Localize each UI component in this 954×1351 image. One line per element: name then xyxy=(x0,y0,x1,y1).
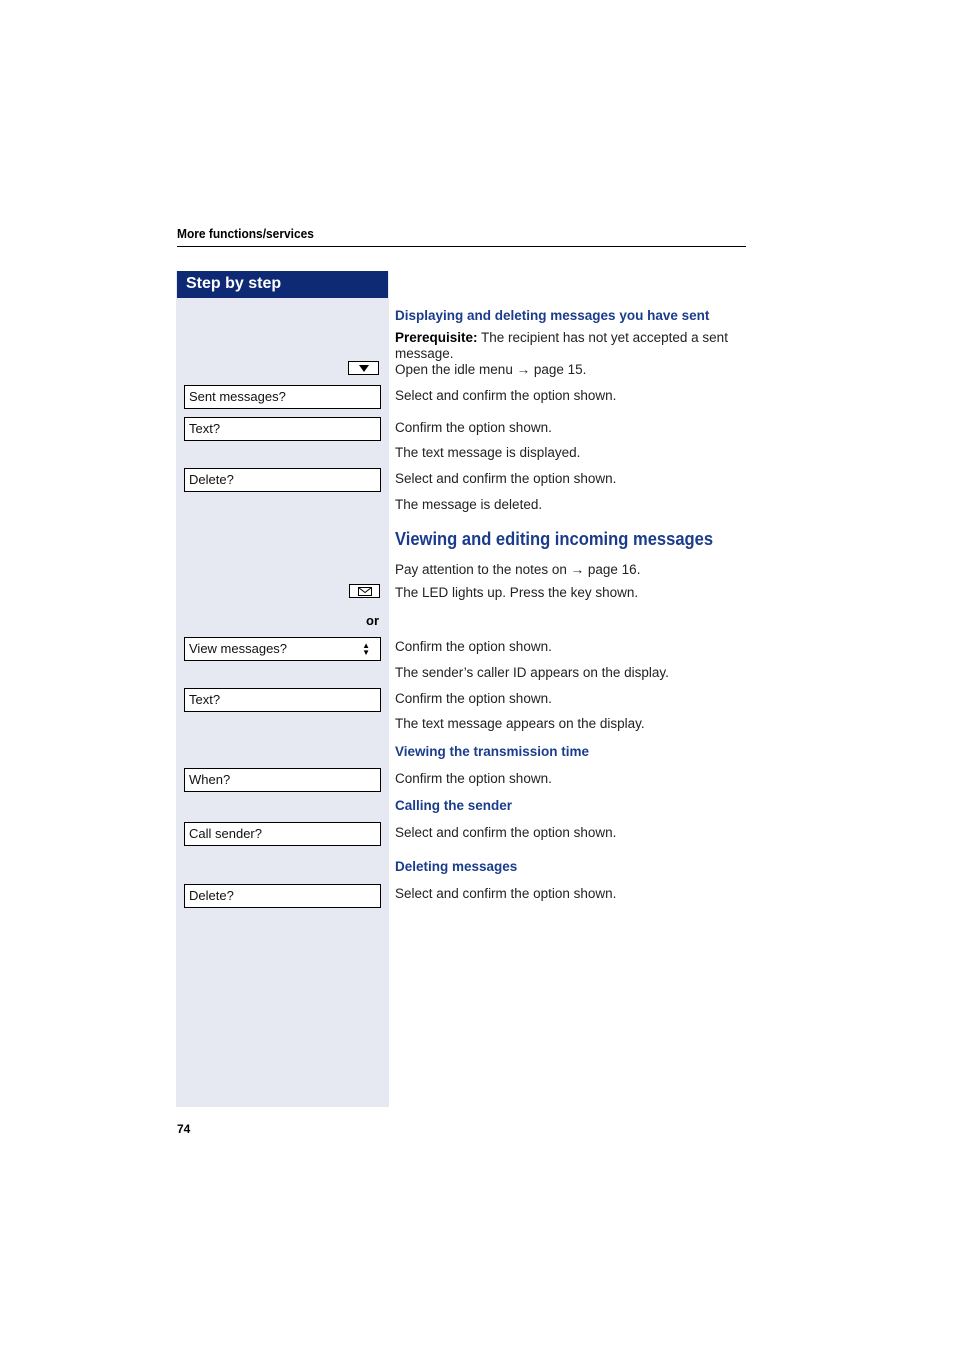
instruction-text: Select and confirm the option shown. xyxy=(395,825,617,840)
heading-incoming-messages: Viewing and editing incoming messages xyxy=(395,529,714,549)
instruction-text: Select and confirm the option shown. xyxy=(395,388,617,403)
down-arrow-key-icon xyxy=(348,361,379,375)
instruction-text: The sender’s caller ID appears on the display. xyxy=(395,665,669,680)
pay-attention-note xyxy=(395,562,640,577)
option-text-incoming: Text? xyxy=(184,688,381,712)
instruction-text: The message is deleted. xyxy=(395,497,543,512)
option-delete: Delete? xyxy=(184,468,381,492)
envelope-key-icon xyxy=(349,584,380,598)
heading-calling-sender: Calling the sender xyxy=(395,798,513,813)
instruction-text: Confirm the option shown. xyxy=(395,771,552,786)
option-call-sender: Call sender? xyxy=(184,822,381,846)
header-rule xyxy=(177,246,746,247)
option-delete-incoming: Delete? xyxy=(184,884,381,908)
heading-transmission-time: Viewing the transmission time xyxy=(395,744,590,759)
page-number: 74 xyxy=(177,1122,191,1136)
option-sent-messages: Sent messages? xyxy=(184,385,381,409)
instruction-text: Select and confirm the option shown. xyxy=(395,471,617,486)
option-view-messages-label: View messages? xyxy=(189,641,288,656)
option-when: When? xyxy=(184,768,381,792)
prerequisite-label: Prerequisite: xyxy=(395,330,478,345)
instruction-text: Select and confirm the option shown. xyxy=(395,886,617,901)
prerequisite-line-2: message. xyxy=(395,346,454,361)
prerequisite-text: The recipient has not yet accepted a sent xyxy=(477,330,728,345)
instruction-text: The text message is displayed. xyxy=(395,445,581,460)
instruction-text: The text message appears on the display. xyxy=(395,716,645,731)
instruction-text: Confirm the option shown. xyxy=(395,420,552,435)
instruction-text: The LED lights up. Press the key shown. xyxy=(395,585,639,600)
open-idle-menu xyxy=(395,362,586,377)
right-arrow-icon: → xyxy=(516,362,531,377)
open-idle-text: Open the idle menu xyxy=(395,362,517,377)
scroll-arrows-icon: ▲ ▼ xyxy=(362,641,370,657)
right-arrow-icon: → xyxy=(570,562,585,577)
instruction-text: Confirm the option shown. xyxy=(395,639,552,654)
heading-deleting-messages: Deleting messages xyxy=(395,859,518,874)
sidebar-title: Step by step xyxy=(177,271,388,298)
option-text: Text? xyxy=(184,417,381,441)
option-view-messages xyxy=(184,637,381,661)
or-label: or xyxy=(366,613,379,628)
heading-sent-messages: Displaying and deleting messages you have sent xyxy=(395,308,710,323)
pay-attention-text: Pay attention to the notes on xyxy=(395,562,571,577)
instruction-text: Confirm the option shown. xyxy=(395,691,552,706)
prerequisite-line xyxy=(395,330,728,345)
pay-attention-page: page 16. xyxy=(584,562,641,577)
section-header: More functions/services xyxy=(177,226,314,241)
open-idle-page: page 15. xyxy=(530,362,587,377)
